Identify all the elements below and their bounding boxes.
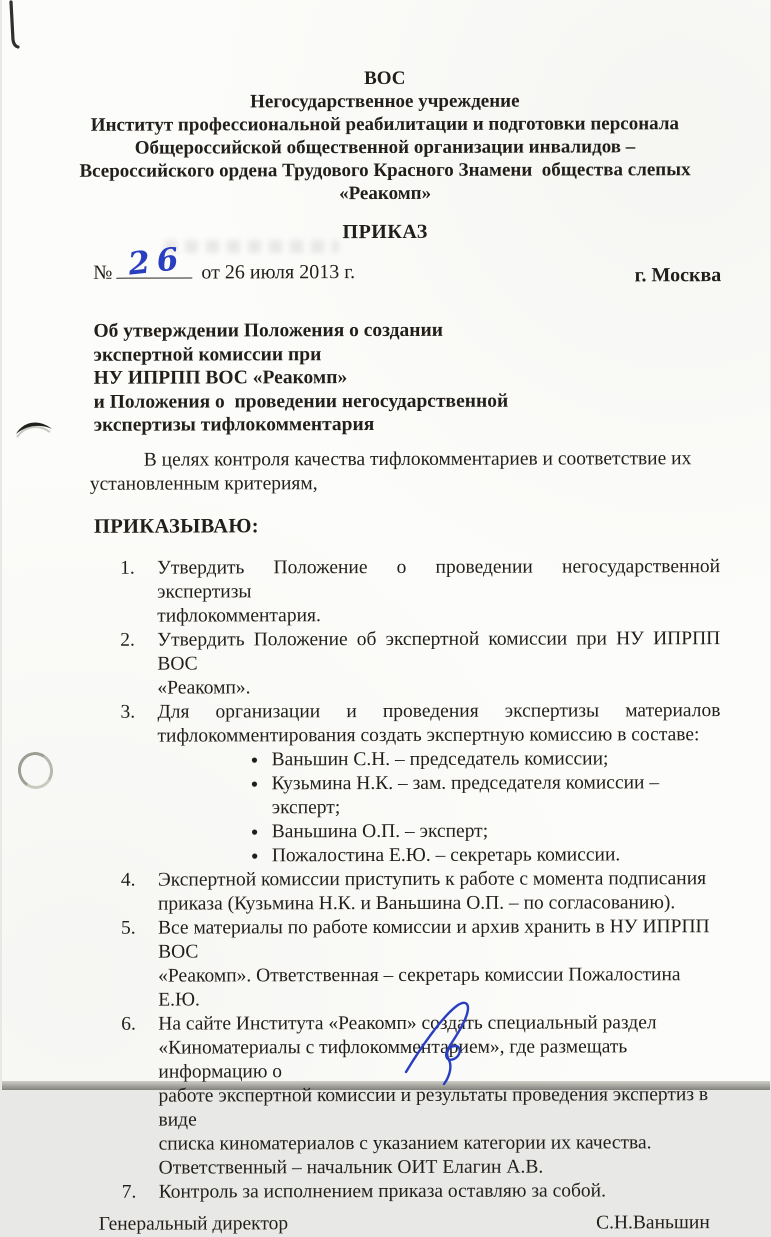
order-item — [119, 555, 725, 629]
item-number: 6. — [120, 1013, 136, 1035]
preamble-line: В целях контроля качества тифлокомментариев и соответствие их — [143, 447, 691, 471]
item-line: Для организации и проведения экспертизы материалов — [156, 699, 720, 723]
letterhead-line: Всероссийского ордена Трудового Красного Знамени общества слепых — [78, 159, 691, 182]
item-number: 3. — [119, 701, 135, 723]
bullet-text: Ваньшина О.П. – эксперт; — [271, 820, 488, 842]
letterhead-line: ВОС — [363, 67, 406, 90]
preamble-line: установленным критериям, — [89, 472, 318, 495]
item-line: тифлокомментирования создать экспертную комиссию в составе: — [156, 723, 699, 747]
item-line: Утвердить Положение о проведении негосударственной экспертизы — [156, 555, 725, 603]
subject-line: и Положения о проведении негосударственной — [93, 390, 508, 413]
order-number-prefix: № — [92, 261, 112, 284]
directive-label: ПРИКАЗЫВАЮ: — [93, 514, 259, 538]
bullet-item — [250, 819, 720, 844]
order-item-list — [119, 555, 725, 1205]
item-line: Ответственный – начальник ОИТ Елагин А.В. — [158, 1156, 543, 1179]
letterhead-line: Общероссийской общественной организации инвалидов – — [134, 136, 635, 159]
item-text — [156, 555, 725, 628]
signature-row — [98, 1211, 709, 1237]
signature-name: С.Н.Ваньшин — [595, 1211, 710, 1233]
item-text — [156, 627, 725, 700]
item-number: 2. — [119, 629, 135, 651]
subject-line: экспертной комиссии при — [92, 343, 321, 366]
item-text — [158, 1179, 721, 1204]
order-subject — [93, 318, 729, 437]
order-item — [120, 867, 720, 917]
bullet-text: Кузьмина Н.К. – зам. председателя комиссии – эксперт; — [271, 771, 664, 818]
item-number: 1. — [119, 557, 135, 579]
item-line: «Реакомп». — [156, 676, 251, 699]
order-item — [119, 627, 725, 701]
order-number-underline — [116, 240, 192, 283]
bullet-item — [250, 747, 720, 772]
scanned-order-document — [2, 0, 770, 1235]
bullet-item — [250, 771, 720, 820]
item-line: Утвердить Положение об экспертной комиссии при НУ ИПРПП ВОС — [156, 627, 725, 675]
letterhead-line: Негосударственное учреждение — [249, 90, 520, 113]
order-item — [120, 699, 720, 869]
item-number: 4. — [120, 869, 136, 891]
preamble — [89, 447, 719, 497]
item-line: тифлокомментария. — [156, 604, 321, 627]
bullet-text: Пожалостина Е.Ю. – секретарь комиссии. — [271, 843, 620, 866]
letterhead-line: «Реакомп» — [338, 182, 431, 205]
order-city: г. Москва — [634, 264, 721, 287]
handwritten-signature-icon — [400, 996, 504, 1092]
subject-line: НУ ИПРПП ВОС «Реакомп» — [93, 367, 347, 389]
item-line: «Реакомп». Ответственная – секретарь комиссии Пожалостина Е.Ю. — [157, 963, 685, 1011]
letterhead — [0, 66, 768, 206]
order-item — [121, 1179, 721, 1205]
letterhead-line: Институт профессиональной реабилитации и подготовки персонала — [90, 113, 679, 136]
item-line: Все материалы по работе комиссии и архив хранить в НУ ИПРПП ВОС — [157, 915, 715, 963]
order-title: ПРИКАЗ — [341, 220, 428, 244]
signature-role: Генеральный директор — [98, 1212, 288, 1235]
item-line: работе экспертной комиссии и результаты проведения экспертиз в виде — [157, 1083, 713, 1131]
item-line: списка киноматериалов с указанием категории их качества. — [158, 1131, 652, 1155]
item-number: 7. — [121, 1181, 136, 1203]
bullet-icon: • — [250, 818, 258, 844]
item-number: 5. — [120, 917, 136, 939]
order-date: от 26 июля 2013 г. — [200, 261, 355, 284]
subject-line: экспертизы тифлокомментария — [93, 414, 374, 436]
order-number-row — [92, 240, 721, 287]
item-text — [157, 867, 720, 916]
item-line: «Киноматериалы с тифлокомментарием», где размещать информацию о — [157, 1035, 632, 1083]
bullet-icon: • — [250, 770, 258, 796]
bullet-text: Ваньшин С.Н. – председатель комиссии; — [271, 747, 608, 770]
item-line: приказа (Кузьмина Н.К. и Ваньшина О.П. – по согласованию). — [157, 891, 675, 915]
item-line: Контроль за исполнением приказа оставляю за собой. — [158, 1179, 606, 1203]
bullet-item — [250, 843, 720, 868]
bullet-icon: • — [250, 842, 259, 868]
handwritten-order-number: 26 — [126, 240, 187, 283]
bullet-icon: • — [250, 746, 258, 772]
item-line: Экспертной комиссии приступить к работе с момента подписания — [157, 867, 706, 891]
item-line: На сайте Института «Реакомп» создать специальный раздел — [157, 1011, 657, 1035]
subject-line: Об утверждении Положения о создании — [92, 319, 443, 342]
item-text — [157, 699, 720, 868]
